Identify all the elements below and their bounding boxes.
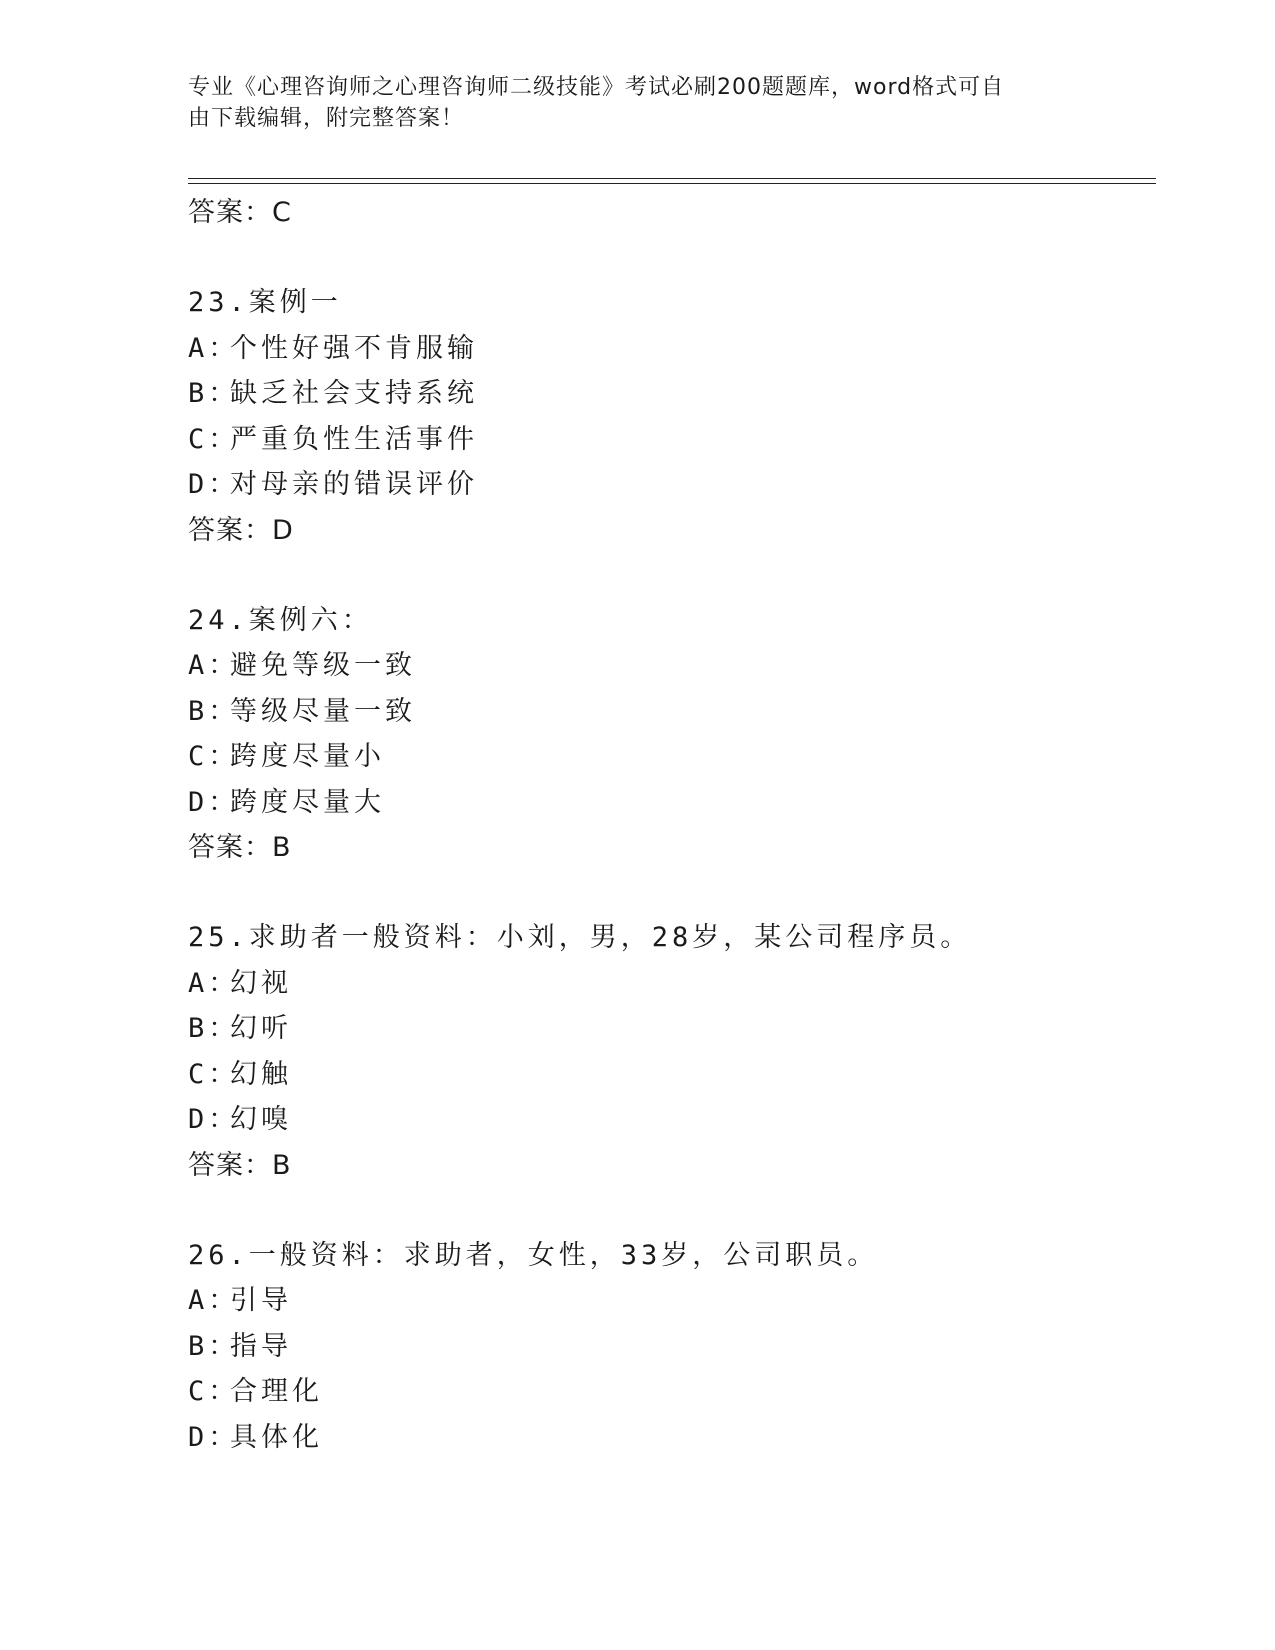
option-key: D： <box>188 786 240 818</box>
question-block <box>188 280 1156 553</box>
option-key: B： <box>188 378 240 409</box>
question-title: 26.一般资料：求助者，女性，33岁，公司职员。 <box>188 1239 879 1271</box>
option-text: 避免等级一致 <box>230 650 416 681</box>
header-divider-top <box>188 178 1156 179</box>
option-text: 对母亲的错误评价 <box>230 469 478 500</box>
option-c <box>188 417 1156 463</box>
option-b <box>188 1324 1156 1370</box>
option-key: B： <box>188 1013 240 1044</box>
question-block <box>188 915 1156 1188</box>
option-d <box>188 1097 1156 1143</box>
header-line-2: 由下载编辑，附完整答案！ <box>188 106 465 131</box>
option-b <box>188 689 1156 735</box>
option-text: 具体化 <box>230 1421 323 1453</box>
document-header <box>188 72 1068 134</box>
option-key: C： <box>188 1058 240 1090</box>
option-key: B： <box>188 1330 240 1362</box>
option-c <box>188 1369 1156 1415</box>
option-text: 幻视 <box>230 967 292 999</box>
option-key: C： <box>188 741 240 772</box>
question-block <box>188 598 1156 871</box>
question-title: 25.求助者一般资料：小刘，男，28岁，某公司程序员。 <box>188 922 972 953</box>
option-key: A： <box>188 967 240 999</box>
option-text: 幻嗅 <box>230 1104 292 1135</box>
option-c <box>188 734 1156 780</box>
question-title: 24.案例六： <box>188 604 373 636</box>
question-list <box>188 190 1156 1460</box>
spacer <box>188 1188 1156 1233</box>
option-text: 指导 <box>230 1330 292 1362</box>
answer-line: 答案：B <box>188 832 292 863</box>
option-a <box>188 961 1156 1007</box>
option-d <box>188 1415 1156 1461</box>
option-text: 等级尽量一致 <box>230 695 416 727</box>
answer-line: 答案：D <box>188 514 294 546</box>
option-c <box>188 1052 1156 1098</box>
option-text: 跨度尽量大 <box>230 786 385 818</box>
option-key: D： <box>188 1104 240 1135</box>
option-text: 跨度尽量小 <box>230 741 385 772</box>
option-key: A： <box>188 1285 240 1316</box>
spacer <box>188 870 1156 915</box>
option-text: 幻触 <box>230 1058 292 1090</box>
question-title: 23.案例一 <box>188 287 342 318</box>
answer-line: 答案：C <box>188 197 292 228</box>
option-key: B： <box>188 695 240 727</box>
option-a <box>188 1278 1156 1324</box>
option-a <box>188 643 1156 689</box>
option-key: A： <box>188 332 240 364</box>
option-text: 合理化 <box>230 1376 323 1407</box>
option-text: 缺乏社会支持系统 <box>230 378 478 409</box>
option-key: A： <box>188 650 240 681</box>
option-text: 个性好强不肯服输 <box>230 332 478 364</box>
option-key: C： <box>188 423 240 455</box>
option-b <box>188 1006 1156 1052</box>
option-text: 引导 <box>230 1285 292 1316</box>
spacer <box>188 235 1156 280</box>
option-text: 严重负性生活事件 <box>230 423 478 455</box>
option-d <box>188 462 1156 508</box>
option-key: D： <box>188 1421 240 1453</box>
option-b <box>188 371 1156 417</box>
option-key: D： <box>188 469 240 500</box>
question-block <box>188 1233 1156 1461</box>
header-divider-bottom <box>188 183 1156 184</box>
option-a <box>188 326 1156 372</box>
header-line-1: 专业《心理咨询师之心理咨询师二级技能》考试必刷200题题库，word格式可自 <box>188 75 1005 100</box>
answer-line: 答案：B <box>188 1149 292 1181</box>
option-key: C： <box>188 1376 240 1407</box>
option-text: 幻听 <box>230 1013 292 1044</box>
option-d <box>188 780 1156 826</box>
spacer <box>188 553 1156 598</box>
